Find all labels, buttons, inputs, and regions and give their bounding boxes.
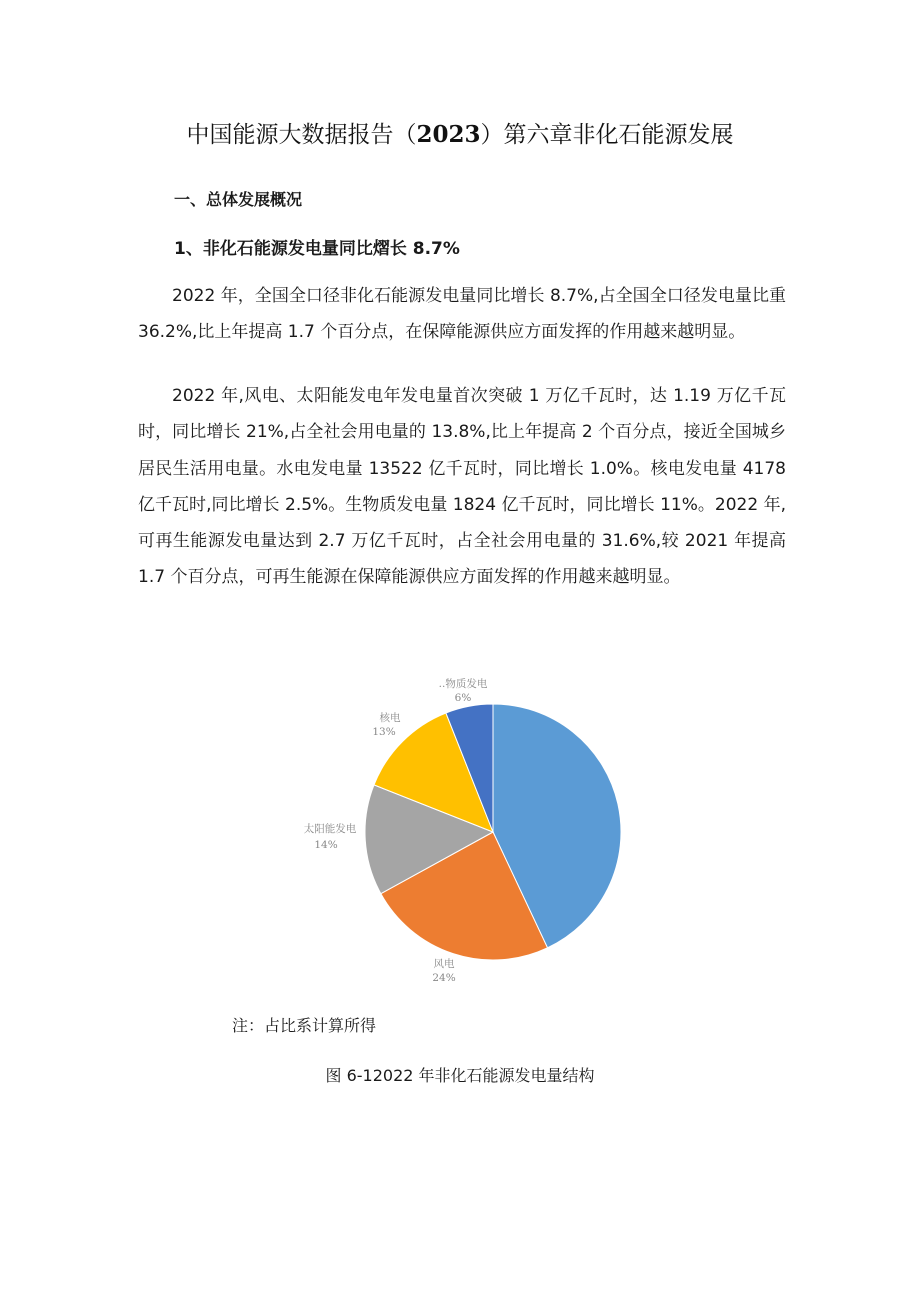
- title-prefix: 中国能源大数据报告（: [186, 122, 417, 148]
- paragraph-1: 2022 年，全国全口径非化石能源发电量同比增长 8.7%,占全国全口径发电量比重 36.2%,比上年提高 1.7 个百分点，在保障能源供应方面发挥的作用越来越明显。: [138, 286, 786, 343]
- slice-value-label: 13%: [372, 726, 396, 738]
- slice-name-label: ..物质发电: [438, 678, 488, 690]
- slice-name-label: 核电: [379, 712, 401, 724]
- slice-value-label: 6%: [454, 692, 472, 704]
- slice-value-label: 24%: [432, 972, 456, 984]
- slice-value-label: 14%: [314, 839, 338, 851]
- paragraph-2: 2022 年,风电、太阳能发电年发电量首次突破 1 万亿千瓦时，达 1.19 万亿千瓦时，同比增长 21%,占全社会用电量的 13.8%,比上年提高 2 个百分点，接近全国城乡居民生活用电量。水电发电量 13522 亿千瓦时，同比增长 1.0%。核电发电量 4178 亿千瓦时,同比增长 2.5%。生物质发电量 1824 亿千瓦时，同比增长 11%。2022 年,可再生能源发电量达到 2.7 万亿千瓦时，占全社会用电量的 31.6%,较 2021 年提高 1.7 个百分点，可再生能源在保障能源供应方面发挥的作用越来越明显。: [138, 386, 786, 588]
- figure-caption: 图 6-12022 年非化石能源发电量结构: [325, 1066, 595, 1085]
- slice-name-label: 太阳能发电: [303, 823, 357, 835]
- title-year: 2023: [416, 121, 481, 148]
- section-heading: 一、总体发展概况: [174, 190, 303, 209]
- page-title: [0, 116, 920, 149]
- title-suffix: ）第六章非化石能源发展: [480, 122, 734, 148]
- slice-name-label: 风电: [433, 958, 455, 970]
- subsection-heading: 1、非化石能源发电量同比熠长 8.7%: [174, 239, 460, 259]
- chart-note: 注：占比系计算所得: [232, 1016, 377, 1035]
- pie-chart: [280, 672, 640, 992]
- pie-chart-svg: [280, 672, 640, 992]
